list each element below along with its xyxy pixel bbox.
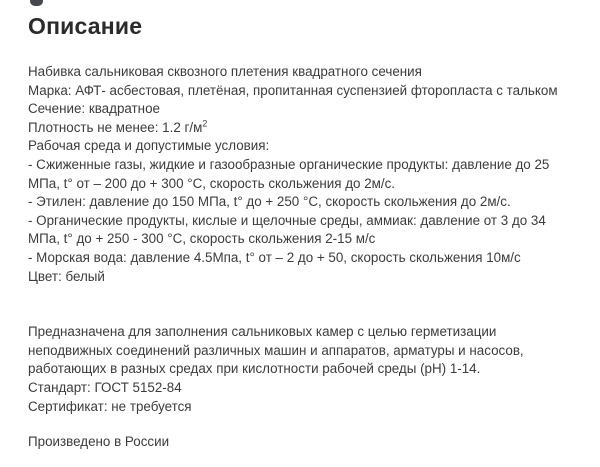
density-superscript: 2	[202, 118, 208, 129]
condition-organic-products-line: - Органические продукты, кислые и щелочные среды, аммиак: давление от 3 до 34 МПа, t° до + 250 - 300 °С, скорость скольжения 2-15 м/с	[28, 212, 546, 247]
description-section	[28, 12, 573, 452]
product-name-line: Набивка сальниковая сквозного плетения квадратного сечения	[28, 64, 422, 79]
cropped-icon-fragment	[30, 0, 43, 6]
condition-liquefied-gases-line: - Сжиженные газы, жидкие и газообразные органические продукты: давление до 25 МПа, t° от – 200 до + 300 °С, скорость скольжения до 2м/с.	[28, 156, 550, 191]
certificate-line: Сертификат: не требуется	[28, 398, 192, 414]
density-text: Плотность не менее: 1.2 г/м	[28, 119, 203, 135]
purpose-paragraph: Предназначена для заполнения сальниковых камер с целью герметизации неподвижных соединений различных машин и аппаратов, арматуры и насосов, работающих в разных средах при кислотности рабочей среды (рН) 1-14.	[28, 324, 524, 377]
section-title: Описание	[28, 13, 143, 39]
conditions-header-line: Рабочая среда и допустимые условия:	[28, 138, 270, 154]
condition-ethylene-line: - Этилен: давление до 150 МПа, t° до + 250 °С, скорость скольжения до 2м/с.	[28, 194, 511, 210]
description-text-block	[28, 63, 573, 452]
purpose-block	[28, 323, 573, 416]
brand-line: Марка: АФТ- асбестовая, плетёная, пропитанная суспензией фторопласта с тальком	[28, 82, 558, 98]
made-in-line: Произведено в России	[28, 434, 170, 450]
standard-line: Стандарт: ГОСТ 5152-84	[28, 379, 182, 395]
density-line	[28, 119, 573, 138]
cross-section-line: Сечение: квадратное	[28, 101, 160, 117]
origin-block	[28, 433, 573, 452]
condition-sea-water-line: - Морская вода: давление 4.5Мпа, t° от – 2 до + 50, скорость скольжения 10м/с	[28, 249, 521, 265]
color-line: Цвет: белый	[28, 268, 105, 284]
